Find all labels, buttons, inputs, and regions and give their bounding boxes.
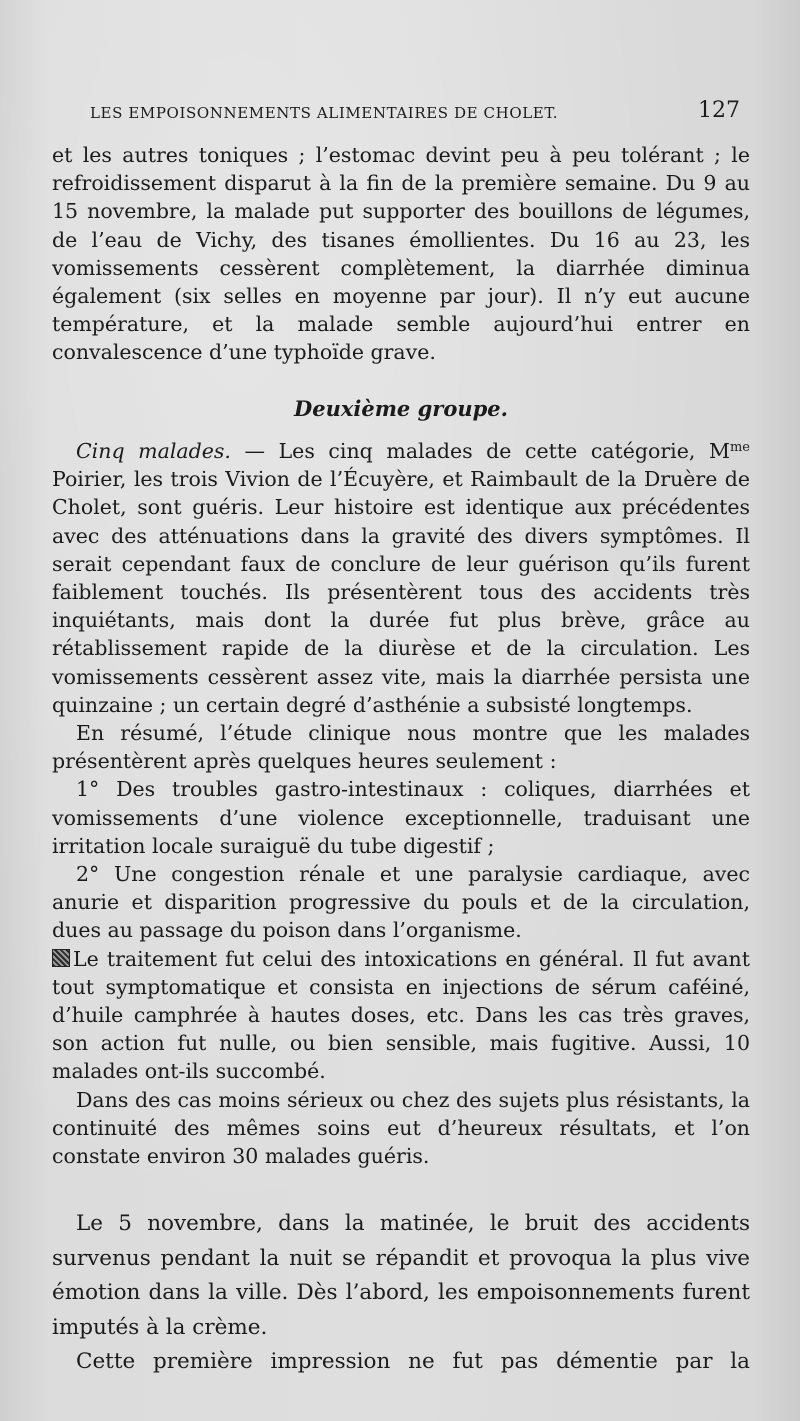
superscript: me	[729, 440, 750, 455]
paragraph-traitement	[52, 945, 750, 1086]
text-block-ville	[52, 1207, 750, 1380]
paragraph-cinq-malades	[52, 434, 750, 719]
section-heading: Deuxième groupe.	[294, 396, 508, 421]
paragraph-text: Le traitement fut celui des intoxications en général. Il fut avant tout symptomatique et consista en injections de sérum caféiné, d’huile camphrée à hautes doses, etc. Dans les cas très graves, son action fut nulle, ou bien sensible, mais fugitive. Aussi, 10 malades ont-ils succombé.	[52, 946, 750, 1084]
paragraph-premiere-impression: Cette première impression ne fut pas démentie par la	[76, 1349, 750, 1374]
page-number: 127	[698, 98, 740, 123]
paragraph-text: Poirier, les trois Vivion de l’Écuyère, et Raimbault de la Druère de Cholet, sont guéris. Leur histoire est identique aux précédentes avec des atténuations dans la gravité des divers symptômes. Il serait cependant faux de conclure de leur guérison qu’ils furent faiblement touchés. Ils présentèrent tous des accidents très inquiétants, mais dont la durée fut plus brève, grâce au rétablissement rapide de la diurèse et de la circulation. Les vomissements cessèrent assez vite, mais la diarrhée persista une quinzaine ; un certain degré d’asthénie a subsisté longtemps.	[52, 467, 750, 717]
text-block-deuxieme-groupe	[52, 434, 750, 1170]
print-mark-icon	[52, 949, 70, 967]
running-head	[90, 100, 740, 130]
paragraph-moins-serieux: Dans des cas moins sérieux ou chez des sujets plus résistants, la continuité des mêmes soins eut d’heureux résultats, et l’on constate environ 30 malades guéris.	[52, 1087, 750, 1169]
paragraph-lead: Cinq malades.	[76, 439, 231, 463]
text-block-continuation	[52, 141, 750, 367]
list-item-1: 1° Des troubles gastro-intestinaux : coliques, diarrhées et vomissements d’une violence exceptionnelle, traduisant une irritation locale suraiguë du tube digestif ;	[52, 777, 750, 858]
running-title: LES EMPOISONNEMENTS ALIMENTAIRES DE CHOLET.	[90, 104, 559, 122]
paragraph-text: — Les cinq malades de cette catégorie, M	[230, 439, 730, 463]
paragraph-resume: En résumé, l’étude clinique nous montre que les malades présentèrent après quelques heures seulement :	[52, 721, 750, 774]
paragraph-5-novembre: Le 5 novembre, dans la matinée, le bruit des accidents survenus pendant la nuit se répandit et provoqua la plus vive émotion dans la ville. Dès l’abord, les empoisonnements furent imputés à la crème.	[52, 1211, 750, 1340]
paragraph: et les autres toniques ; l’estomac devint peu à peu tolérant ; le refroidissement disparut à la fin de la première semaine. Du 9 au 15 novembre, la malade put supporter des bouillons de légumes, de l’eau de Vichy, des tisanes émollientes. Du 16 au 23, les vomissements cessèrent complètement, la diarrhée diminua également (six selles en moyenne par jour). Il n’y eut aucune température, et la malade semble aujourd’hui entrer en convalescence d’une typhoïde grave.	[52, 143, 750, 365]
list-item-2: 2° Une congestion rénale et une paralysie cardiaque, avec anurie et disparition progressive du pouls et de la circulation, dues au passage du poison dans l’organisme.	[52, 862, 750, 943]
